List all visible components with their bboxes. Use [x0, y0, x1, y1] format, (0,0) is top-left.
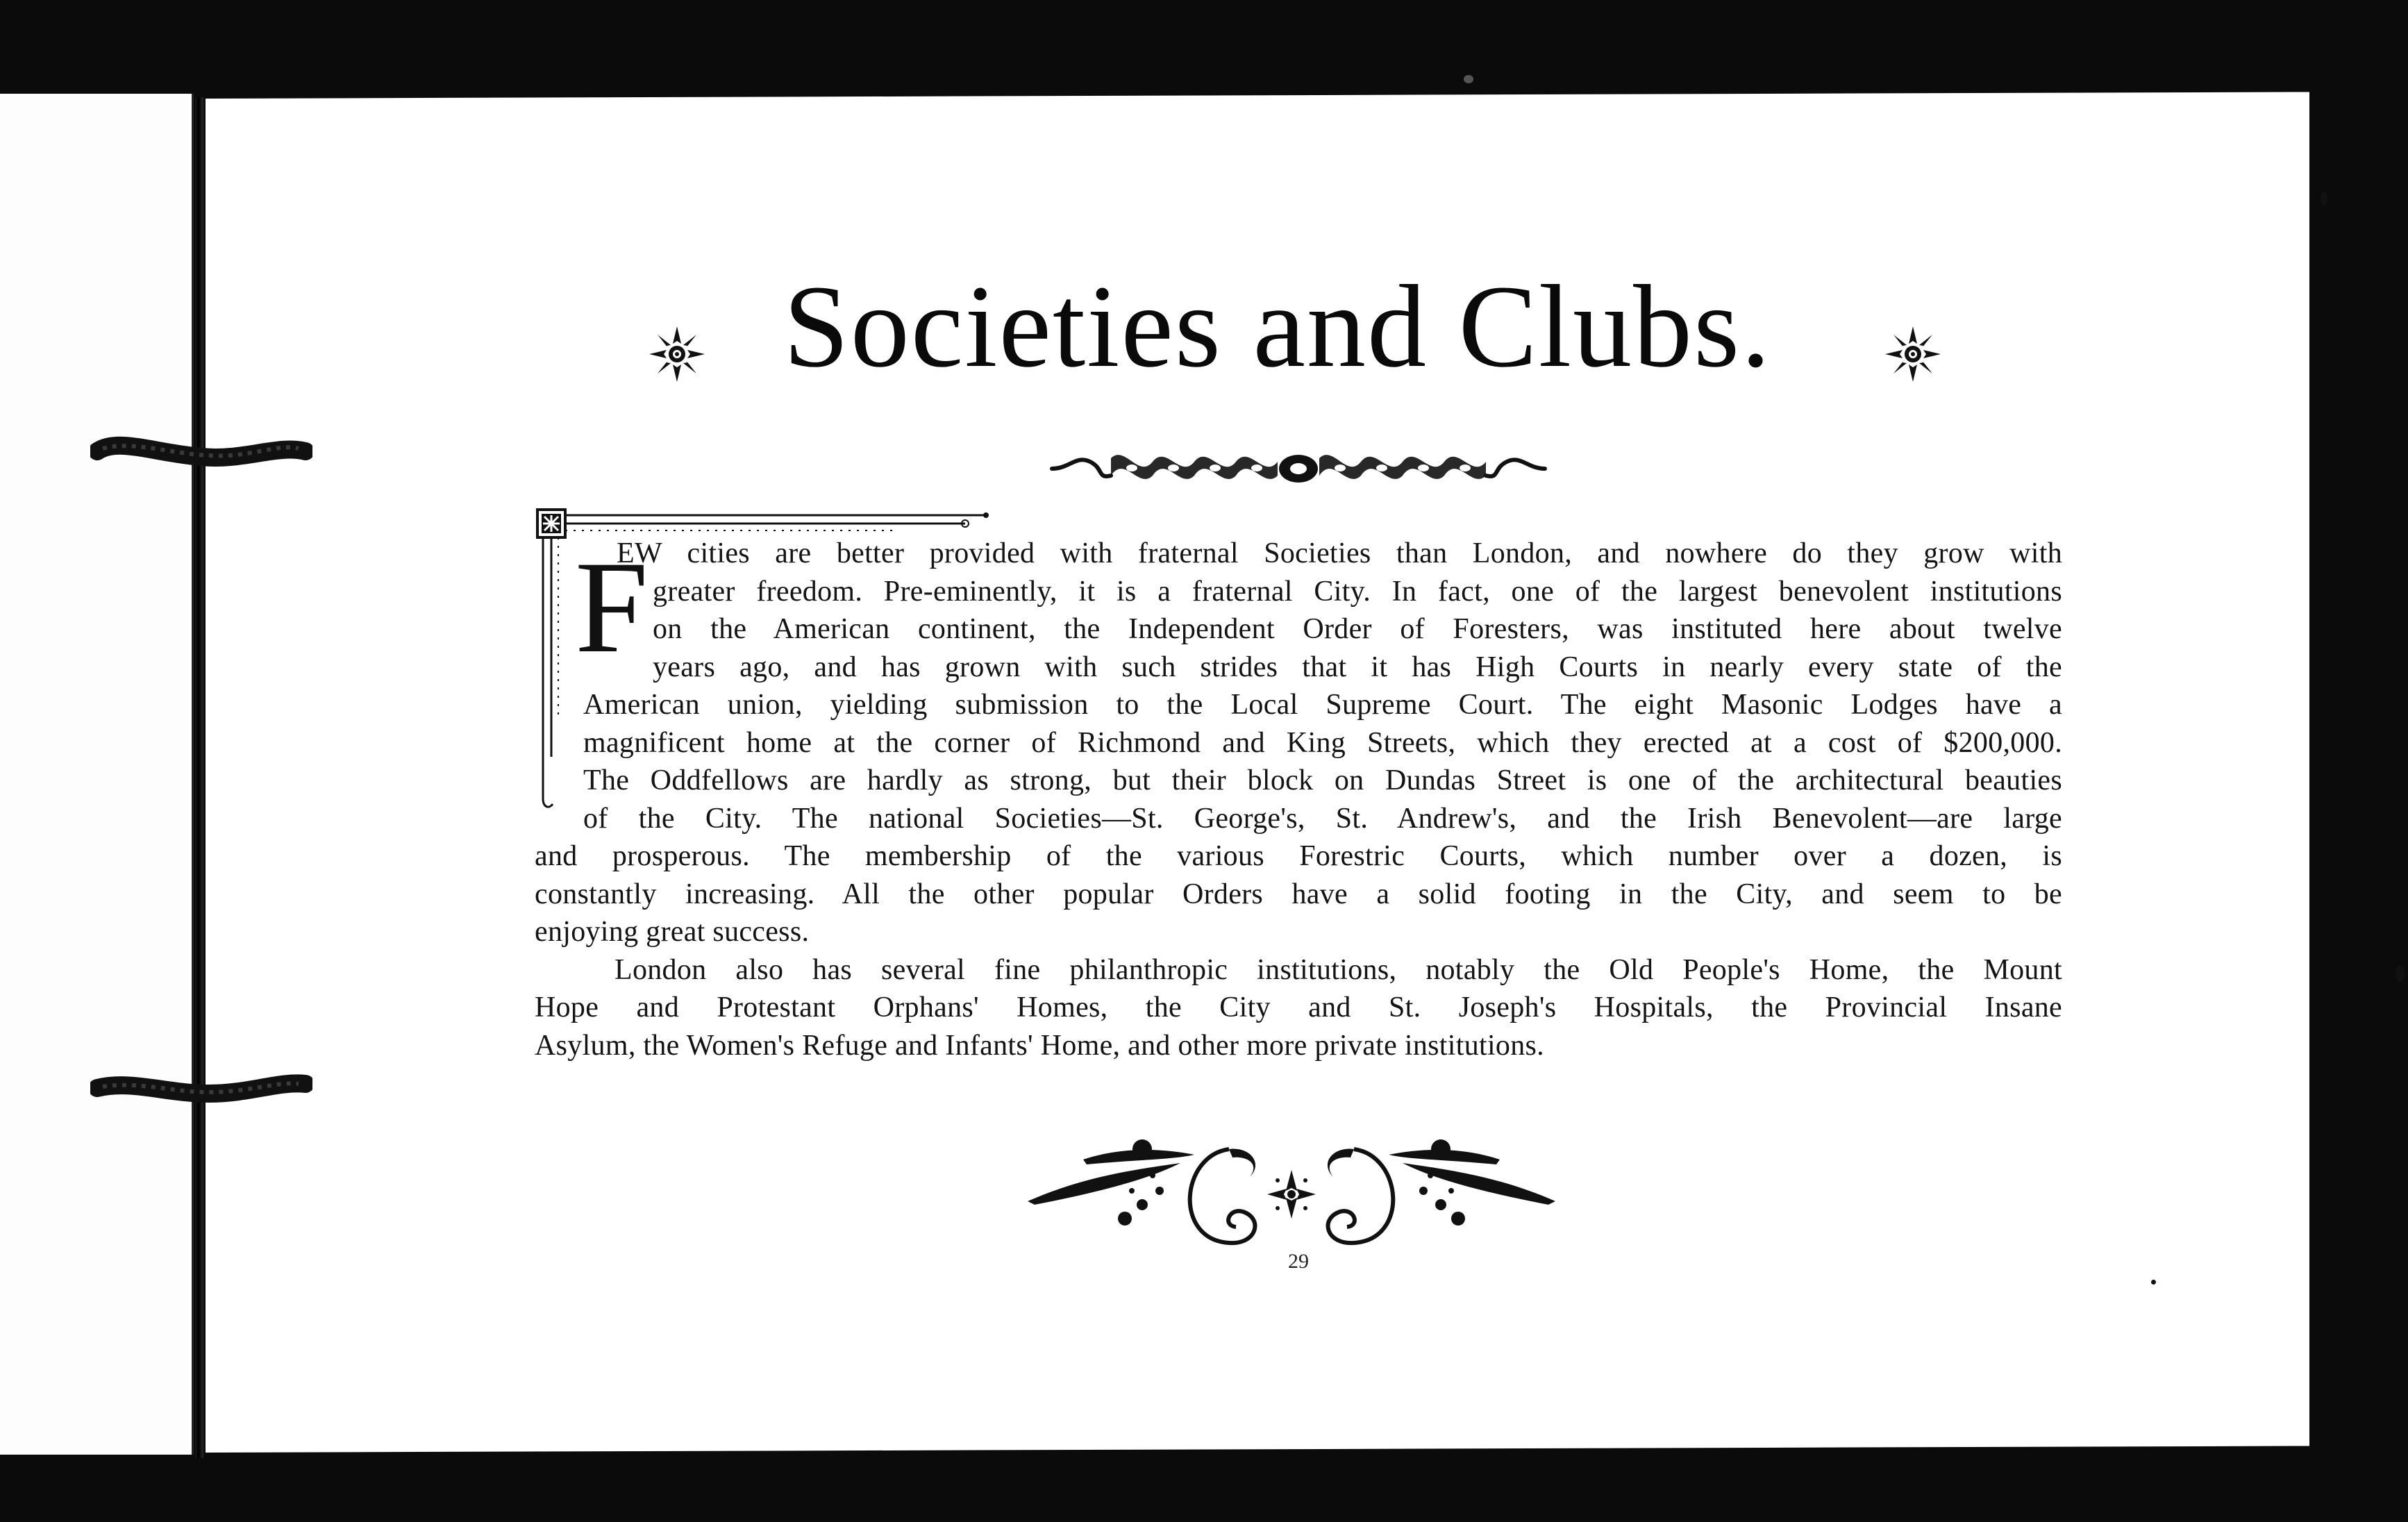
- scan-speck: [2321, 191, 2327, 206]
- text-line: and prosperous. The membership of the various Forestric Courts, which number over a dozen, is: [535, 840, 2062, 872]
- drop-cap: F: [575, 535, 649, 680]
- scan-speck: [1464, 75, 1473, 83]
- text-line: magnificent home at the corner of Richmond and King Streets, which they erected at a cost of $200,000.: [583, 726, 2062, 759]
- flower-star-icon: [646, 323, 708, 385]
- text-line: Asylum, the Women's Refuge and Infants' Home, and other more private institutions.: [535, 1029, 1544, 1062]
- scan-speck: [2396, 965, 2405, 982]
- text-line: of the City. The national Societies—St. George's, St. Andrew's, and the Irish Benevolent—are large: [583, 802, 2062, 835]
- scroll-ornament-icon: [1048, 437, 1548, 493]
- scan-speck: [2151, 1280, 2156, 1285]
- paragraph-1: [535, 535, 2062, 951]
- article-body: [535, 535, 2062, 1064]
- text-line: Hope and Protestant Orphans' Homes, the City and St. Joseph's Hospitals, the Provincial Insane: [535, 992, 2062, 1023]
- text-line: London also has several fine philanthropic institutions, notably the Old People's Home, the Mount: [614, 953, 2062, 986]
- text-line: The Oddfellows are hardly as strong, but their block on Dundas Street is one of the architectural beauties: [583, 764, 2062, 796]
- flourish-tailpiece-icon: [1021, 1121, 1562, 1260]
- binding-cord-bottom: [90, 1066, 312, 1107]
- text-line: greater freedom. Pre-eminently, it is a fraternal City. In fact, one of the largest benevolent institutions: [653, 575, 2062, 608]
- text-line: constantly increasing. All the other popular Orders have a solid footing in the City, and seem to be: [535, 878, 2062, 910]
- text-line: American union, yielding submission to the Local Supreme Court. The eight Masonic Lodges have a: [583, 689, 2062, 721]
- text-line: EW cities are better provided with fraternal Societies than London, and nowhere do they grow with: [617, 537, 2062, 569]
- page-title: Societies and Clubs.: [783, 261, 1772, 392]
- flower-star-icon: [1882, 323, 1944, 385]
- page-number: 29: [1288, 1250, 1309, 1273]
- text-line: enjoying great success.: [535, 916, 810, 948]
- paragraph-2: [535, 951, 2062, 1065]
- text-line: years ago, and has grown with such strides that it has High Courts in nearly every state of the: [653, 651, 2062, 683]
- text-line: on the American continent, the Independent Order of Foresters, was instituted here about twelve: [653, 613, 2062, 645]
- title-row: [0, 187, 2408, 424]
- binding-cord-top: [90, 430, 312, 472]
